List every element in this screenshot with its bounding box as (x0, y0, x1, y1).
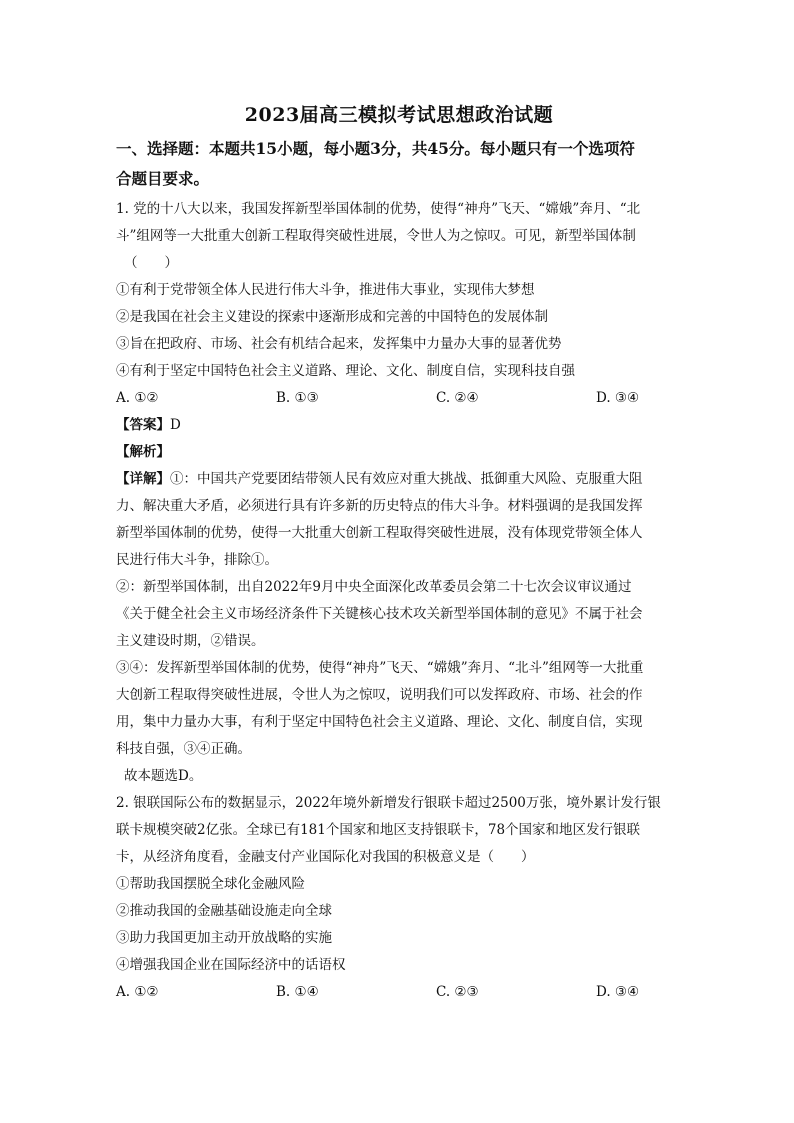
analysis-tag: 【解析】 (116, 444, 170, 460)
answer-options (116, 979, 682, 1006)
detail-line: 科技自强，③④正确。 (116, 741, 251, 757)
document-content (116, 100, 682, 1006)
conclusion-line: 故本题选D。 (124, 768, 203, 784)
statement-item: ④有利于坚定中国特色社会主义道路、理论、文化、制度自信，实现科技自强 (116, 363, 575, 379)
detail-line: 大创新工程取得突破性进展，令世人为之惊叹，说明我们可以发挥政府、市场、社会的作 (116, 687, 643, 703)
detail-line: ②：新型举国体制，出自2022年9月中央全面深化改革委员会第二十七次会议审议通过 (116, 579, 632, 595)
question-stem-line: 2. 银联国际公布的数据显示，2022年境外新增发行银联卡超过2500万张，境外累计发行银 (116, 795, 661, 811)
option-c: C. ②④ (436, 390, 479, 406)
option-d: D. ③④ (596, 390, 640, 406)
option-b: B. ①④ (276, 984, 319, 1000)
section-heading-line: 一、选择题：本题共15小题，每小题3分，共45分。每小题只有一个选项符 (116, 139, 635, 158)
statement-item: ①有利于党带领全体人民进行伟大斗争，推进伟大事业，实现伟大梦想 (116, 282, 535, 298)
detail-line: 新型举国体制的优势，使得一大批重大创新工程取得突破性进展，没有体现党带领全体人 (116, 525, 643, 541)
statement-item: ③旨在把政府、市场、社会有机结合起来，发挥集中力量办大事的显著优势 (116, 336, 562, 352)
section-heading-line: 合题目要求。 (116, 169, 210, 188)
statement-item: ②推动我国的金融基础设施走向全球 (116, 903, 332, 919)
question-1 (116, 196, 682, 790)
detail-line: 力、解决重大矛盾，必须进行具有许多新的历史特点的伟大斗争。材料强调的是我国发挥 (116, 498, 643, 514)
analysis-line (116, 439, 682, 466)
section-heading (116, 134, 682, 194)
detail-line: 《关于健全社会主义市场经济条件下关键核心技术攻关新型举国体制的意见》不属于社会 (116, 606, 643, 622)
detail-line: ③④：发挥新型举国体制的优势，使得“神舟”飞天、“嫦娥”奔月、“北斗”组网等一大批重 (116, 660, 644, 676)
detail-line: 民进行伟大斗争，排除①。 (116, 552, 278, 568)
answer-options (116, 385, 682, 412)
option-c: C. ②③ (436, 984, 479, 1000)
question-stem-line: 1. 党的十八大以来，我国发挥新型举国体制的优势，使得“神舟”飞天、“嫦娥”奔月、“北 (116, 201, 641, 217)
statement-item: ③助力我国更加主动开放战略的实施 (116, 930, 332, 946)
answer-line (116, 412, 682, 439)
page-title: 2023届高三模拟考试思想政治试题 (244, 104, 554, 126)
answer-value: D (170, 417, 181, 433)
statement-item: ①帮助我国摆脱全球化金融风险 (116, 876, 305, 892)
question-stem-line: 斗”组网等一大批重大创新工程取得突破性进展，令世人为之惊叹。可见，新型举国体制 (116, 228, 636, 244)
detail-line: 用，集中力量办大事，有利于坚定中国特色社会主义道路、理论、文化、制度自信，实现 (116, 714, 643, 730)
detail-line: 主义建设时期，②错误。 (116, 633, 265, 649)
option-b: B. ①③ (276, 390, 319, 406)
statement-item: ④增强我国企业在国际经济中的话语权 (116, 957, 346, 973)
answer-tag: 【答案】 (116, 417, 170, 433)
detail-tag: 【详解】 (116, 471, 170, 487)
option-a: A. ①② (116, 390, 159, 406)
detail-line (116, 466, 682, 493)
answer-blank: （ ） (124, 255, 178, 271)
statement-item: ②是我国在社会主义建设的探索中逐渐形成和完善的中国特色的发展体制 (116, 309, 548, 325)
question-stem-line: 卡，从经济角度看，金融支付产业国际化对我国的积极意义是（ ） (116, 849, 535, 865)
question-stem-line: 联卡规模突破2亿张。全球已有181个国家和地区支持银联卡，78个国家和地区发行银联 (116, 822, 641, 838)
question-2 (116, 790, 682, 1006)
option-d: D. ③④ (596, 984, 640, 1000)
option-a: A. ①② (116, 984, 159, 1000)
detail-text: ①：中国共产党要团结带领人民有效应对重大挑战、抵御重大风险、克服重大阻 (170, 471, 643, 487)
